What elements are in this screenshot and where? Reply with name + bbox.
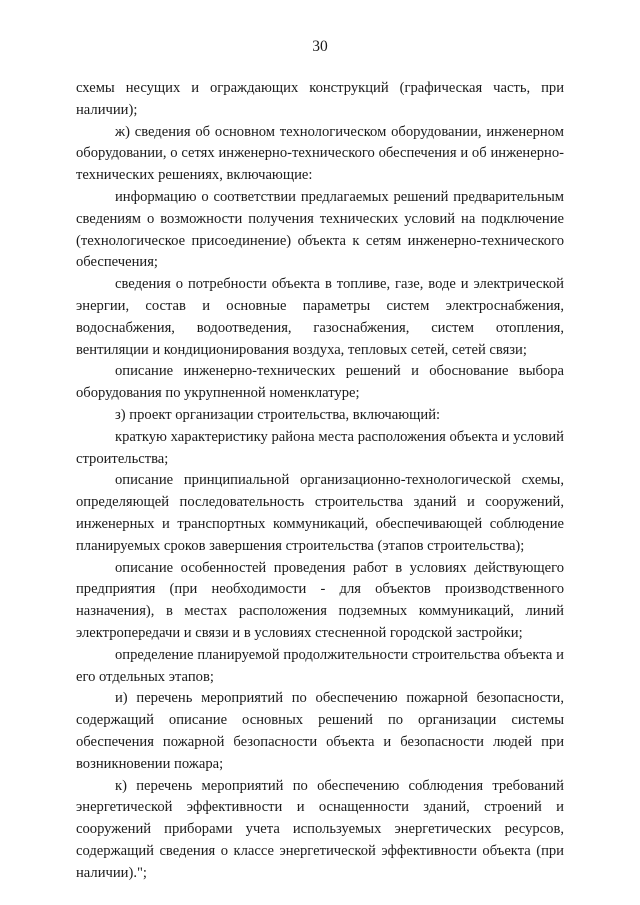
paragraph-item-zh: ж) сведения об основном технологическом оборудовании, инженерном оборудовании, о сетях инженерно-технического обеспечения и об инженерно-технических решениях, включающие: [76, 123, 564, 184]
paragraph: информацию о соответствии предлагаемых решений предварительным сведениям о возможности получения технических условий на подключение (технологическое присоединение) объекта к сетям инженерно-технического обеспечения; [76, 188, 564, 271]
paragraph: описание особенностей проведения работ в условиях действующего предприятия (при необходимости - для объектов производственного назначения), в местах расположения подземных коммуникаций, линий электропередачи и связи и в условиях стесненной городской застройки; [76, 559, 564, 641]
paragraph-item-z: з) проект организации строительства, включающий: [115, 406, 441, 423]
paragraph: определение планируемой продолжительности строительства объекта и его отдельных этапов; [76, 646, 564, 685]
paragraph: описание принципиальной организационно-технологической схемы, определяющей последовательность строительства зданий и сооружений, инженерных и транспортных коммуникаций, обеспечивающей соблюдение планируемых сроков завершения строительства (этапов строительства); [76, 472, 564, 554]
paragraph: краткую характеристику района места расположения объекта и условий строительства; [76, 428, 564, 467]
paragraph: схемы несущих и ограждающих конструкций (графическая часть, при наличии); [76, 80, 564, 118]
paragraph: описание инженерно-технических решений и обоснование выбора оборудования по укрупненной номенклатуре; [76, 363, 564, 402]
paragraph: сведения о потребности объекта в топливе, газе, воде и электрической энергии, состав и основные параметры систем электроснабжения, водоснабжения, водоотведения, газоснабжения, систем отопления, вентиляции и кондиционирования воздуха, тепловых сетей, сетей связи; [76, 276, 564, 358]
page-number: 30 [312, 38, 328, 55]
paragraph-item-k: к) перечень мероприятий по обеспечению соблюдения требований энергетической эффективности и оснащенности зданий, строений и сооружений приборами учета используемых энергетических ресурсов, содержащий сведения о классе энергетической эффективности объекта (при наличии)."; [76, 777, 564, 881]
document-body [76, 78, 564, 884]
paragraph-item-i: и) перечень мероприятий по обеспечению пожарной безопасности, содержащий описание основных решений по организации системы обеспечения пожарной безопасности объекта и безопасности людей при возникновении пожара; [76, 690, 564, 772]
